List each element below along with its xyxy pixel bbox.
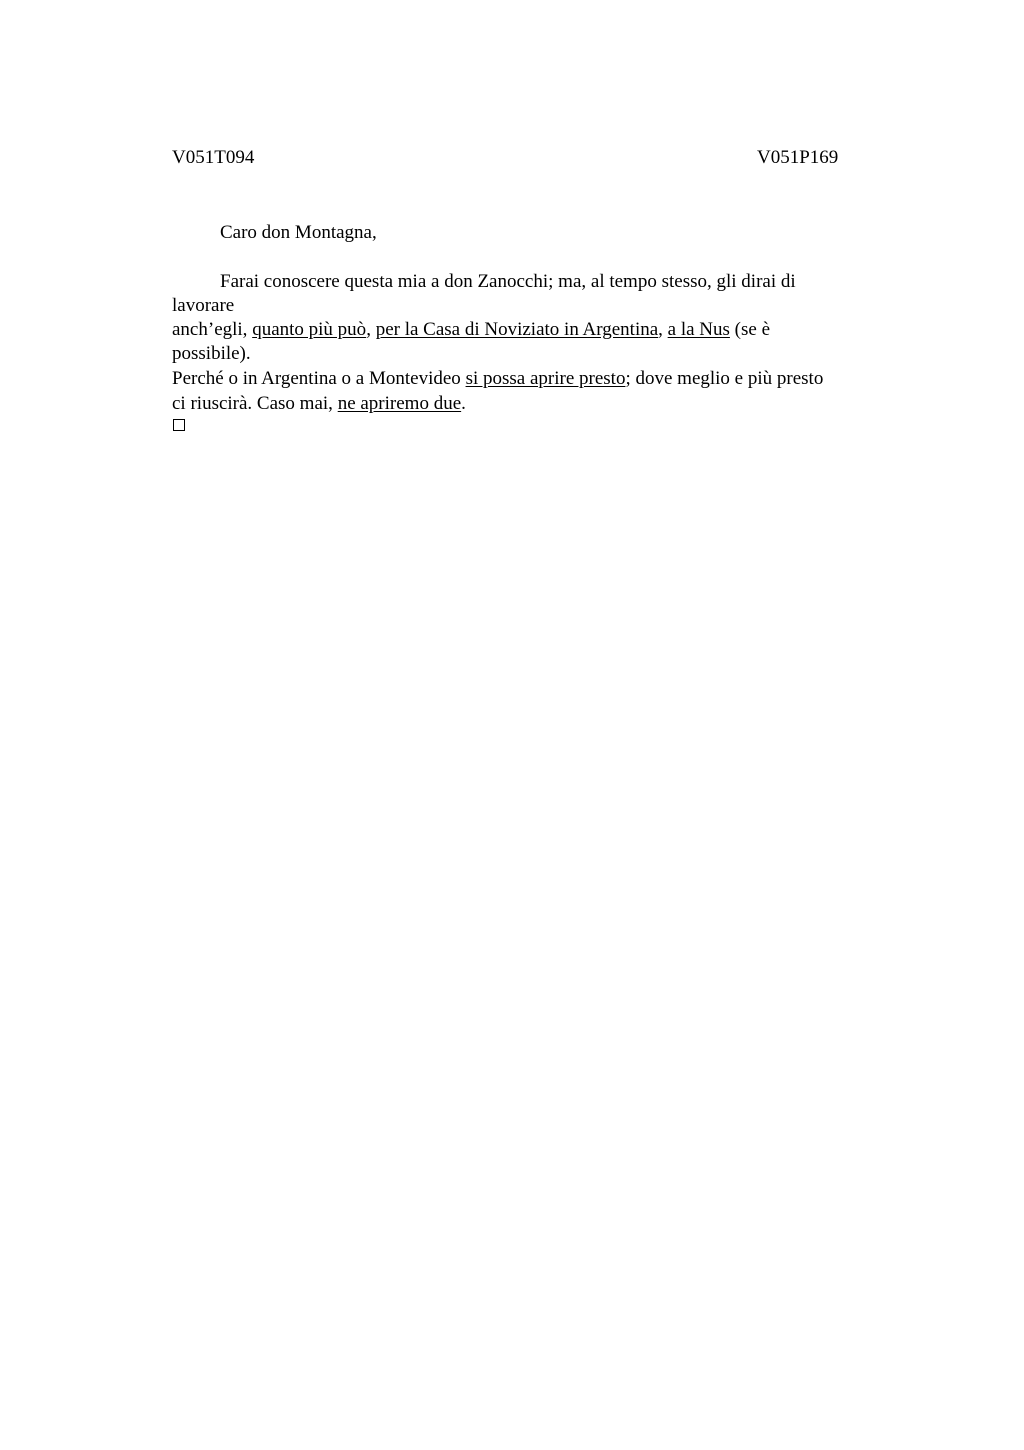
text-segment: ci riuscirà. Caso mai, — [172, 393, 338, 414]
underlined-phrase: quanto più può — [252, 319, 367, 340]
letter-salutation: Caro don Montagna, — [220, 222, 377, 243]
document-code-left: V051T094 — [172, 147, 255, 168]
underlined-phrase: per la Casa di Noviziato in Argentina — [375, 319, 659, 340]
letter-line-5 — [172, 368, 823, 390]
text-segment: Perché o in Argentina o a Montevideo — [172, 368, 466, 389]
text-segment: , — [658, 319, 668, 340]
letter-line-6 — [172, 393, 466, 415]
text-segment: , — [366, 319, 376, 340]
letter-line-2: lavorare — [172, 295, 235, 316]
text-segment: . — [461, 393, 466, 414]
document-code-right: V051P169 — [757, 147, 839, 168]
underlined-phrase: si possa aprire presto — [465, 368, 626, 389]
letter-line-4: possibile). — [172, 343, 251, 364]
underlined-phrase: a la Nus — [667, 319, 730, 340]
underlined-phrase: ne apriremo due — [337, 393, 462, 414]
text-segment: ; dove meglio e più presto — [625, 368, 824, 389]
letter-line-1: Farai conoscere questa mia a don Zanocchi; ma, al tempo stesso, gli dirai di — [220, 271, 796, 292]
text-segment: anch’egli, — [172, 319, 253, 340]
letter-line-3 — [172, 319, 770, 341]
text-segment: (se è — [729, 319, 771, 340]
empty-square-icon — [173, 419, 185, 431]
